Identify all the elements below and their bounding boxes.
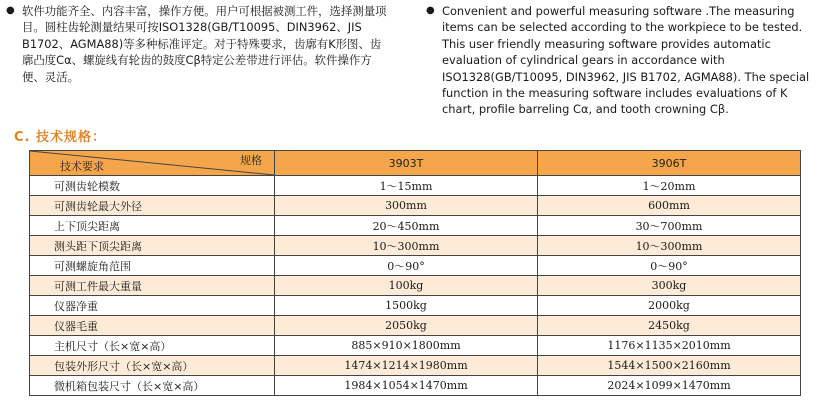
model-2-value: 1176×1135×2010mm — [538, 336, 801, 356]
intro-english-text: Convenient and powerful measuring software .The measuring items can be selected according to the workpiece to be tested. This user friendly measuring software provides automatic evaluation of cylindrical gears in accordance with ISO1328(GB/T10095, DIN3962, JIS B1702, AGMA88). The special function in the measuring software includes evaluations of K chart, profile barreling Cα, and tooth crowning Cβ. — [442, 4, 810, 117]
model-2-value: 30～700mm — [538, 216, 801, 236]
row-label: 包装外形尺寸（长×宽×高） — [30, 356, 275, 376]
model-2-value: 2024×1099×1470mm — [538, 376, 801, 396]
model-2-value: 1～20mm — [538, 176, 801, 196]
table-row — [30, 316, 801, 336]
table-row — [30, 196, 801, 216]
spec-table — [29, 150, 801, 396]
bullet-icon: ● — [426, 5, 435, 16]
model-header: 3906T — [538, 151, 801, 176]
model-1-value: 885×910×1800mm — [275, 336, 538, 356]
model-1-value: 10～300mm — [275, 236, 538, 256]
bullet-icon: ● — [6, 5, 15, 16]
model-header: 3903T — [275, 151, 538, 176]
table-row — [30, 176, 801, 196]
row-label: 主机尺寸（长×宽×高） — [30, 336, 275, 356]
model-2-value: 10～300mm — [538, 236, 801, 256]
header-requirement-label: 技术要求 — [60, 160, 104, 173]
table-row — [30, 236, 801, 256]
row-label: 可测工件最大重量 — [30, 276, 275, 296]
section-title: C. 技术规格： — [14, 130, 107, 145]
intro-chinese-text: 软件功能齐全、内容丰富，操作方便。用户可根据被测工件，选择测量项目。圆柱齿轮测量结果可按ISO1328(GB/T10095、DIN3962、JIS B1702、AGMA88)等多种标准评定。对于特殊要求，齿廓有K形图、齿廓凸度Cα、螺旋线有轮齿的鼓度Cβ特定公差带进行评估。软件操作方便、灵活。 — [22, 4, 387, 84]
model-2-value: 0～90° — [538, 256, 801, 276]
spec-table-header — [30, 151, 801, 176]
row-label: 测头距下顶尖距离 — [30, 236, 275, 256]
model-2-value: 600mm — [538, 196, 801, 216]
header-corner-cell — [30, 151, 275, 176]
row-label: 仪器毛重 — [30, 316, 275, 336]
model-1-value: 100kg — [275, 276, 538, 296]
table-row — [30, 376, 801, 396]
model-1-value: 20～450mm — [275, 216, 538, 236]
header-spec-label: 规格 — [240, 154, 262, 167]
row-label: 微机箱包装尺寸（长×宽×高） — [30, 376, 275, 396]
table-row — [30, 336, 801, 356]
row-label: 仪器净重 — [30, 296, 275, 316]
model-2-value: 300kg — [538, 276, 801, 296]
model-2-value: 2450kg — [538, 316, 801, 336]
model-1-value: 1474×1214×1980mm — [275, 356, 538, 376]
intro-chinese — [6, 3, 388, 85]
table-row — [30, 256, 801, 276]
model-2-value: 1544×1500×2160mm — [538, 356, 801, 376]
table-row — [30, 356, 801, 376]
model-1-value: 0～90° — [275, 256, 538, 276]
model-1-value: 1～15mm — [275, 176, 538, 196]
intro-english — [426, 3, 812, 118]
table-row — [30, 296, 801, 316]
model-1-value: 2050kg — [275, 316, 538, 336]
row-label: 上下顶尖距离 — [30, 216, 275, 236]
model-1-value: 300mm — [275, 196, 538, 216]
model-2-value: 2000kg — [538, 296, 801, 316]
model-1-value: 1500kg — [275, 296, 538, 316]
table-row — [30, 276, 801, 296]
row-label: 可测齿轮最大外径 — [30, 196, 275, 216]
row-label: 可测齿轮模数 — [30, 176, 275, 196]
model-1-value: 1984×1054×1470mm — [275, 376, 538, 396]
table-row — [30, 216, 801, 236]
row-label: 可测螺旋角范围 — [30, 256, 275, 276]
